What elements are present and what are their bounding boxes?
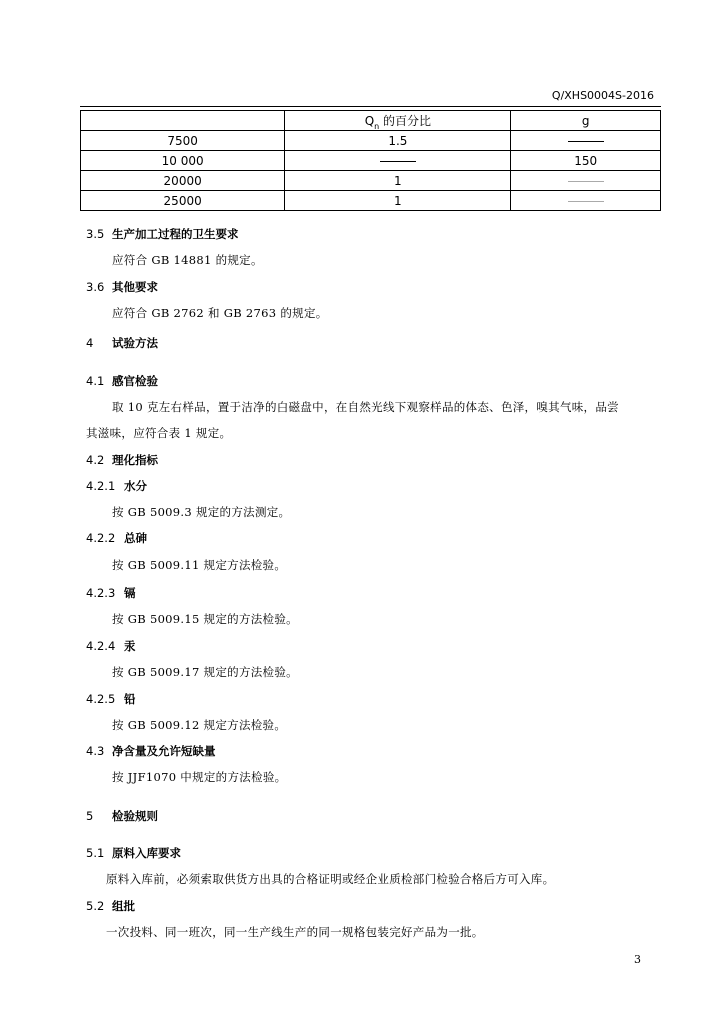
- section-text-3-5: 应符合 GB 14881 的规定。: [112, 253, 263, 267]
- section-title: 总砷: [124, 531, 147, 545]
- table-cell: 7500: [81, 131, 285, 151]
- q-subscript: n: [374, 122, 380, 131]
- table-header-cell: [81, 111, 285, 131]
- section-title: 水分: [124, 479, 147, 493]
- table-cell: 10 000: [81, 151, 285, 171]
- section-heading-4-2: [86, 452, 158, 468]
- section-number: 5.1: [86, 846, 105, 860]
- section-text-3-6: 应符合 GB 2762 和 GB 2763 的规定。: [112, 306, 328, 320]
- table-cell: 25000: [81, 191, 285, 211]
- table-row: [81, 151, 661, 171]
- table-cell: [511, 171, 661, 191]
- section-text-4-2-4: 按 GB 5009.17 规定的方法检验。: [112, 665, 298, 679]
- q-symbol: Q: [364, 114, 375, 128]
- table-row: [81, 131, 661, 151]
- section-text-4-1-line1: 取 10 克左右样品，置于洁净的白磁盘中，在自然光线下观察样品的体态、色泽，嗅其气味，品尝: [112, 400, 619, 414]
- net-content-table: [80, 110, 661, 211]
- section-number: 3.5: [86, 227, 105, 241]
- table-cell: 20000: [81, 171, 285, 191]
- section-title: 净含量及允许短缺量: [112, 744, 216, 758]
- section-number: 4.2.3: [86, 586, 116, 600]
- table-header-row: [81, 111, 661, 131]
- section-heading-5: [86, 808, 158, 824]
- dash-mark: [380, 161, 416, 162]
- section-number: 4.2.1: [86, 479, 116, 493]
- table-cell: 150: [511, 151, 661, 171]
- section-number: 4.2.2: [86, 531, 116, 545]
- dash-mark: [568, 201, 604, 202]
- section-heading-4-3: [86, 743, 216, 759]
- section-number: 4.2: [86, 453, 105, 467]
- section-number: 5: [86, 809, 94, 823]
- section-text-4-2-3: 按 GB 5009.15 规定的方法检验。: [112, 612, 298, 626]
- section-title: 镉: [124, 586, 136, 600]
- table-header-cell: [285, 111, 511, 131]
- section-heading-3-6: [86, 279, 158, 295]
- table-cell: 1: [285, 191, 511, 211]
- section-heading-4-2-3: [86, 585, 136, 601]
- section-heading-4-2-2: [86, 530, 147, 546]
- dash-mark: [568, 141, 604, 142]
- document-code: Q/XHS0004S-2016: [551, 89, 654, 102]
- table-row: [81, 191, 661, 211]
- section-text-4-2-1: 按 GB 5009.3 规定的方法测定。: [112, 505, 291, 519]
- section-heading-4-2-1: [86, 478, 147, 494]
- section-title: 感官检验: [112, 374, 158, 388]
- dash-mark: [568, 181, 604, 182]
- section-title: 其他要求: [112, 280, 158, 294]
- section-title: 汞: [124, 639, 136, 653]
- section-heading-4-2-4: [86, 638, 136, 654]
- section-number: 4.2.4: [86, 639, 116, 653]
- section-text-4-3: 按 JJF1070 中规定的方法检验。: [112, 770, 287, 784]
- section-text-5-1: 原料入库前，必须索取供货方出具的合格证明或经企业质检部门检验合格后方可入库。: [106, 872, 555, 886]
- section-number: 4.3: [86, 744, 105, 758]
- section-title: 检验规则: [112, 809, 158, 823]
- header-rule: [80, 106, 661, 107]
- section-heading-5-1: [86, 845, 181, 861]
- table-cell: [511, 191, 661, 211]
- section-text-5-2: 一次投料、同一班次，同一生产线生产的同一规格包装完好产品为一批。: [106, 925, 484, 939]
- section-number: 4: [86, 336, 94, 350]
- section-heading-4-1: [86, 373, 158, 389]
- section-title: 原料入库要求: [112, 846, 181, 860]
- section-title: 组批: [112, 899, 135, 913]
- table-cell: 1: [285, 171, 511, 191]
- percent-label: 的百分比: [383, 114, 432, 128]
- section-heading-4: [86, 335, 158, 351]
- section-title: 铅: [124, 692, 136, 706]
- section-heading-4-2-5: [86, 691, 136, 707]
- section-number: 3.6: [86, 280, 105, 294]
- section-title: 试验方法: [112, 336, 158, 350]
- table-cell: 1.5: [285, 131, 511, 151]
- section-text-4-2-5: 按 GB 5009.12 规定方法检验。: [112, 718, 287, 732]
- section-text-4-1-line2: 其滋味，应符合表 1 规定。: [86, 426, 232, 440]
- section-number: 5.2: [86, 899, 105, 913]
- section-heading-3-5: [86, 226, 239, 242]
- table-cell: [511, 131, 661, 151]
- table-header-cell: g: [511, 111, 661, 131]
- section-title: 理化指标: [112, 453, 158, 467]
- section-heading-5-2: [86, 898, 135, 914]
- table-row: [81, 171, 661, 191]
- section-number: 4.2.5: [86, 692, 116, 706]
- section-text-4-2-2: 按 GB 5009.11 规定方法检验。: [112, 558, 287, 572]
- section-title: 生产加工过程的卫生要求: [112, 227, 239, 241]
- table-cell: [285, 151, 511, 171]
- section-number: 4.1: [86, 374, 105, 388]
- page-number: 3: [634, 953, 641, 966]
